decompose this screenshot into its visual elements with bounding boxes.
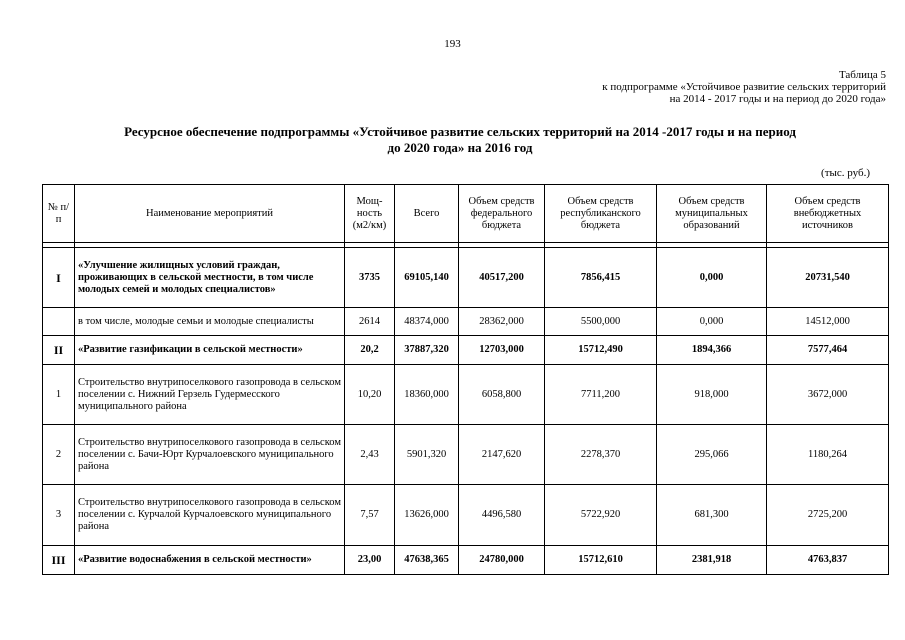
row-total: 13626,000 [395, 485, 459, 546]
row-federal: 6058,800 [459, 365, 545, 425]
row-municipal: 0,000 [657, 248, 767, 308]
header-name: Наименование мероприятий [75, 185, 345, 243]
header-federal: Объем средств федерального бюджета [459, 185, 545, 243]
row-extra: 4763,837 [767, 546, 889, 575]
row-republic: 5722,920 [545, 485, 657, 546]
row-republic: 7711,200 [545, 365, 657, 425]
table-row [43, 336, 889, 365]
appendix-subprogram-line: к подпрограмме «Устойчивое развитие сельских территорий [602, 81, 886, 93]
row-num: III [43, 546, 75, 575]
row-capacity: 2,43 [345, 425, 395, 485]
table-row [43, 546, 889, 575]
resource-table [42, 184, 889, 575]
table-row [43, 485, 889, 546]
header-capacity: Мощ-ность (м2/км) [345, 185, 395, 243]
row-total: 69105,140 [395, 248, 459, 308]
row-federal: 24780,000 [459, 546, 545, 575]
table-header-row [43, 185, 889, 243]
row-name: «Развитие газификации в сельской местности» [75, 336, 345, 365]
row-municipal: 295,066 [657, 425, 767, 485]
appendix-table-label: Таблица 5 [838, 69, 886, 81]
row-federal: 28362,000 [459, 308, 545, 336]
row-name: «Улучшение жилищных условий граждан, проживающих в сельской местности, в том числе молодых семей и молодых специалистов» [75, 248, 345, 308]
row-capacity: 23,00 [345, 546, 395, 575]
row-total: 47638,365 [395, 546, 459, 575]
row-extra: 20731,540 [767, 248, 889, 308]
row-name: Строительство внутрипоселкового газопровода в сельском поселении с. Бачи-Юрт Курчалоевского муниципального района [75, 425, 345, 485]
appendix-note [602, 69, 886, 105]
row-republic: 7856,415 [545, 248, 657, 308]
row-capacity: 10,20 [345, 365, 395, 425]
row-num: 2 [43, 425, 75, 485]
row-name: Строительство внутрипоселкового газопровода в сельском поселении с. Курчалой Курчалоевского муниципального района [75, 485, 345, 546]
row-capacity: 7,57 [345, 485, 395, 546]
document-title-line2: до 2020 года» на 2016 год [387, 140, 533, 155]
row-federal: 12703,000 [459, 336, 545, 365]
row-municipal: 1894,366 [657, 336, 767, 365]
row-extra: 3672,000 [767, 365, 889, 425]
row-num: 1 [43, 365, 75, 425]
row-extra: 1180,264 [767, 425, 889, 485]
row-republic: 15712,490 [545, 336, 657, 365]
row-name: Строительство внутрипоселкового газопровода в сельском поселении с. Нижний Герзель Гудермесского муниципального района [75, 365, 345, 425]
table-row [43, 425, 889, 485]
header-num: № п/п [43, 185, 75, 243]
row-municipal: 918,000 [657, 365, 767, 425]
header-total: Всего [395, 185, 459, 243]
row-extra: 7577,464 [767, 336, 889, 365]
page-number: 193 [444, 38, 461, 50]
table-row [43, 365, 889, 425]
row-republic: 15712,610 [545, 546, 657, 575]
row-extra: 14512,000 [767, 308, 889, 336]
row-capacity: 3735 [345, 248, 395, 308]
row-federal: 4496,580 [459, 485, 545, 546]
row-num: I [43, 248, 75, 308]
row-name: в том числе, молодые семьи и молодые специалисты [75, 308, 345, 336]
row-federal: 40517,200 [459, 248, 545, 308]
row-republic: 5500,000 [545, 308, 657, 336]
row-total: 37887,320 [395, 336, 459, 365]
row-total: 48374,000 [395, 308, 459, 336]
document-title-line1: Ресурсное обеспечение подпрограммы «Устойчивое развитие сельских территорий на 2014 -2017 годы и на период [124, 124, 796, 139]
table-row [43, 308, 889, 336]
row-name: «Развитие водоснабжения в сельской местности» [75, 546, 345, 575]
header-municipal: Объем средств муниципальных образований [657, 185, 767, 243]
row-num: II [43, 336, 75, 365]
header-extra: Объем средств внебюджетных источников [767, 185, 889, 243]
row-republic: 2278,370 [545, 425, 657, 485]
row-total: 18360,000 [395, 365, 459, 425]
units-label: (тыс. руб.) [821, 167, 870, 179]
row-municipal: 2381,918 [657, 546, 767, 575]
row-total: 5901,320 [395, 425, 459, 485]
row-federal: 2147,620 [459, 425, 545, 485]
row-municipal: 0,000 [657, 308, 767, 336]
row-capacity: 20,2 [345, 336, 395, 365]
table-row [43, 248, 889, 308]
row-capacity: 2614 [345, 308, 395, 336]
row-num: 3 [43, 485, 75, 546]
header-republic: Объем средств республиканского бюджета [545, 185, 657, 243]
row-extra: 2725,200 [767, 485, 889, 546]
document-title [60, 124, 860, 156]
row-num [43, 308, 75, 336]
appendix-period-line: на 2014 - 2017 годы и на период до 2020 года» [669, 93, 886, 105]
row-municipal: 681,300 [657, 485, 767, 546]
